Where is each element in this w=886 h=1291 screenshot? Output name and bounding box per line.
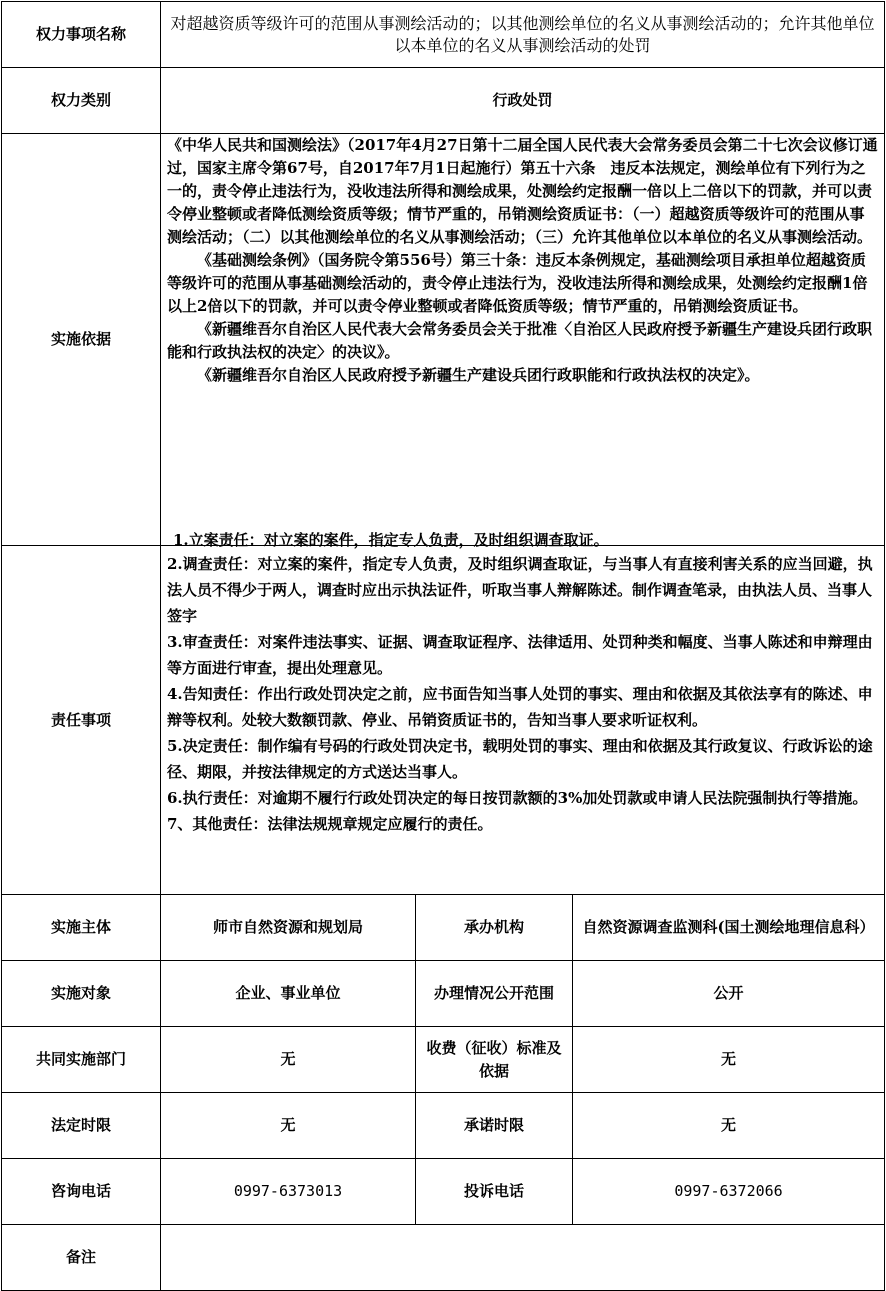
- duty-cut-line: 1.立案责任：对立案的案件，指定专人负责，及时组织调查取证。: [173, 531, 609, 549]
- duty-label: 责任事项: [2, 546, 161, 895]
- row-target: [2, 961, 885, 1027]
- category-label: 权力类别: [2, 68, 161, 134]
- basis-paragraph: 《基础测绘条例》（国务院令第556号）第三十条：违反本条例规定，基础测绘项目承担单位超越资质等级许可的范围从事基础测绘活动的，责令停止违法行为，没收违法所得和测绘成果，处测绘约定报酬1倍以上2倍以下的罚款，并可以责令停业整顿或者降低资质等级；情节严重的，吊销测绘资质证书。: [167, 251, 868, 315]
- joint-label: 共同实施部门: [2, 1027, 161, 1093]
- legal-limit-value: 无: [161, 1093, 416, 1159]
- basis-content: [161, 134, 885, 546]
- duty-item: 7、其他责任：法律法规规章规定应履行的责任。: [167, 815, 493, 833]
- row-joint: [2, 1027, 885, 1093]
- consult-phone-value: 0997-6373013: [161, 1159, 416, 1225]
- duty-item: 3.审查责任：对案件违法事实、证据、调查取证程序、法律适用、处罚种类和幅度、当事人陈述和申辩理由等方面进行审查，提出处理意见。: [167, 633, 873, 677]
- row-category: [2, 68, 885, 134]
- legal-limit-label: 法定时限: [2, 1093, 161, 1159]
- duty-item: 6.执行责任：对逾期不履行行政处罚决定的每日按罚款额的3%加处罚款或申请人民法院强制执行等措施。: [167, 789, 868, 807]
- basis-label: 实施依据: [2, 134, 161, 546]
- row-item-name: [2, 2, 885, 68]
- agency-label: 承办机构: [416, 895, 573, 961]
- complaint-phone-label: 投诉电话: [416, 1159, 573, 1225]
- subject-value: 师市自然资源和规划局: [161, 895, 416, 961]
- disclosure-label: 办理情况公开范围: [416, 961, 573, 1027]
- row-subject: [2, 895, 885, 961]
- subject-label: 实施主体: [2, 895, 161, 961]
- fee-label: 收费（征收）标准及依据: [416, 1027, 573, 1093]
- row-duty: [2, 546, 885, 895]
- duty-content: [161, 531, 885, 895]
- promise-limit-label: 承诺时限: [416, 1093, 573, 1159]
- fee-value: 无: [573, 1027, 885, 1093]
- duty-item: 4.告知责任：作出行政处罚决定之前，应书面告知当事人处罚的事实、理由和依据及其依法享有的陈述、申辩等权利。处较大数额罚款、停业、吊销资质证书的，告知当事人要求听证权利。: [167, 685, 873, 729]
- item-name-label: 权力事项名称: [2, 2, 161, 68]
- category-value: 行政处罚: [161, 68, 885, 134]
- complaint-phone-value: 0997-6372066: [573, 1159, 885, 1225]
- power-item-table: [1, 1, 885, 1291]
- promise-limit-value: 无: [573, 1093, 885, 1159]
- duty-item: 5.决定责任：制作编有号码的行政处罚决定书，载明处罚的事实、理由和依据及其行政复议、行政诉讼的途径、期限，并按法律规定的方式送达当事人。: [167, 737, 873, 781]
- remark-value: [161, 1225, 885, 1291]
- disclosure-value: 公开: [573, 961, 885, 1027]
- target-value: 企业、事业单位: [161, 961, 416, 1027]
- joint-value: 无: [161, 1027, 416, 1093]
- consult-phone-label: 咨询电话: [2, 1159, 161, 1225]
- remark-label: 备注: [2, 1225, 161, 1291]
- row-phone: [2, 1159, 885, 1225]
- basis-paragraph: 《新疆维吾尔自治区人民政府授予新疆生产建设兵团行政职能和行政执法权的决定》。: [197, 366, 760, 384]
- item-name-value: 对超越资质等级许可的范围从事测绘活动的；以其他测绘单位的名义从事测绘活动的；允许其他单位以本单位的名义从事测绘活动的处罚: [161, 2, 885, 68]
- agency-value: 自然资源调查监测科(国土测绘地理信息科）: [573, 895, 885, 961]
- row-time-limit: [2, 1093, 885, 1159]
- row-remark: [2, 1225, 885, 1291]
- duty-item: 2.调查责任：对立案的案件，指定专人负责，及时组织调查取证，与当事人有直接利害关系的应当回避，执法人员不得少于两人，调查时应出示执法证件，听取当事人辩解陈述。制作调查笔录，由执法人员、当事人签字: [167, 555, 873, 625]
- basis-paragraph: 《中华人民共和国测绘法》（2017年4月27日第十二届全国人民代表大会常务委员会第二十七次会议修订通过，国家主席令第67号，自2017年7月1日起施行）第五十六条 违反本法规定，测绘单位有下列行为之一的，责令停止违法行为，没收违法所得和测绘成果，处测绘约定报酬一倍以上二倍以下的罚款，并可以责令停业整顿或者降低测绘资质等级；情节严重的，吊销测绘资质证书：（一）超越资质等级许可的范围从事测绘活动；（二）以其他测绘单位的名义从事测绘活动；（三）允许其他单位以本单位的名义从事测绘活动。: [167, 136, 878, 246]
- basis-paragraph: 《新疆维吾尔自治区人民代表大会常务委员会关于批准〈自治区人民政府授予新疆生产建设兵团行政职能和行政执法权的决定〉的决议》。: [167, 320, 873, 361]
- row-basis: [2, 134, 885, 546]
- target-label: 实施对象: [2, 961, 161, 1027]
